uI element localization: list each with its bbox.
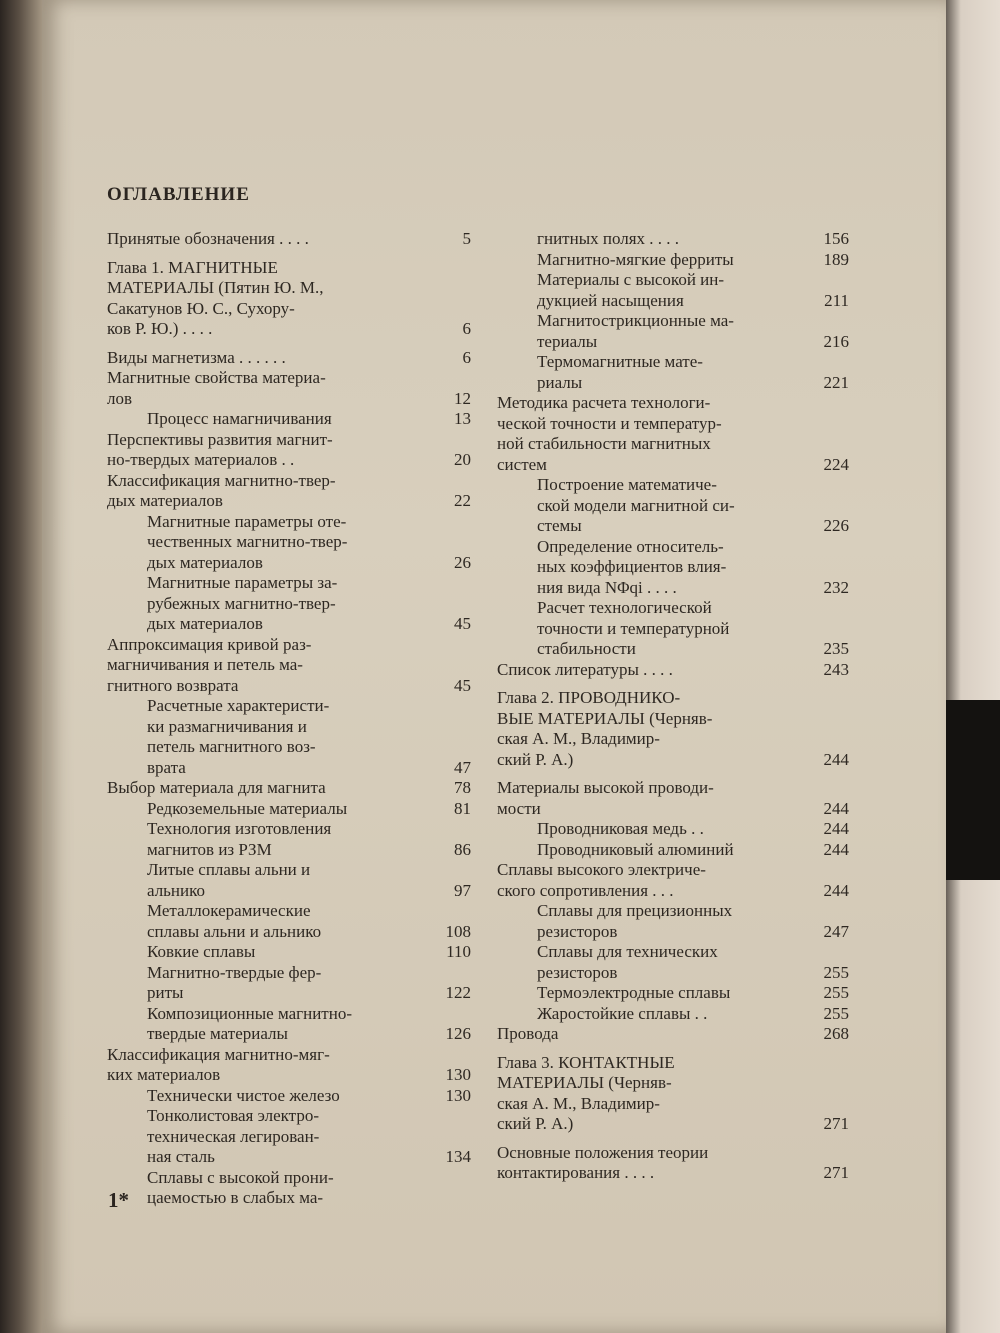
toc-entry <box>497 660 849 681</box>
toc-entry-page: 12 <box>454 388 471 408</box>
toc-entry-page: 255 <box>823 962 849 982</box>
toc-entry <box>107 778 471 799</box>
toc-entry-page: 243 <box>823 659 849 679</box>
toc-entry <box>497 270 849 311</box>
toc-entry-title: Сплавы для технических резисторов <box>537 942 718 982</box>
toc-entry-page: 244 <box>823 839 849 859</box>
toc-entry-page: 156 <box>823 229 849 248</box>
toc-entry-title: Литые сплавы альни и альнико <box>147 860 311 900</box>
toc-entry <box>107 368 471 409</box>
toc-entry <box>107 963 471 1004</box>
toc-entry-title: Сплавы с высокой прони- цаемостью в слабых ма- <box>147 1167 334 1207</box>
toc-entry <box>107 1106 471 1168</box>
toc-entry <box>107 430 471 471</box>
toc-entry-title: Сплавы для прецизионных резисторов <box>537 901 733 941</box>
toc-entry-page: 122 <box>445 983 471 1002</box>
toc-entry-page: 226 <box>823 516 849 535</box>
toc-entry-title: Проводниковая медь . . <box>537 819 704 838</box>
toc-entry <box>497 1143 849 1184</box>
toc-entry-title: Жаростойкие сплавы . . <box>537 1003 708 1023</box>
toc-entry <box>497 250 849 271</box>
toc-entry-title: Магнитные параметры оте- чественных магнитно-твер- дых материалов <box>147 511 348 572</box>
toc-entry-title: Расчет технологической точности и температурной стабильности <box>537 598 730 658</box>
toc-entry-title: Список литературы . . . . <box>497 659 673 679</box>
toc-entry <box>497 778 849 819</box>
toc-entry-title: Глава 2. ПРОВОДНИКО- ВЫЕ МАТЕРИАЛЫ (Черняв- ская А. М., Владимир- ский Р. А.) <box>497 688 713 769</box>
toc-entry-title: Редкоземельные материалы <box>147 798 348 818</box>
toc-entry-page: 110 <box>446 942 471 961</box>
toc-entry <box>497 1004 849 1025</box>
toc-entry-title: гнитных полях . . . . <box>537 229 680 248</box>
toc-entry <box>107 799 471 820</box>
toc-entry <box>107 1004 471 1045</box>
background-right <box>940 0 1000 1333</box>
toc-entry <box>107 819 471 860</box>
toc-entry <box>107 901 471 942</box>
toc-entry-page: 271 <box>823 1163 849 1182</box>
toc-entry-title: Процесс намагничивания <box>147 409 332 428</box>
toc-entry-page: 20 <box>454 450 471 469</box>
toc-entry-title: Определение относитель- ных коэффициентов влия- ния вида NΦqi . . . . <box>537 536 727 597</box>
toc-entry <box>107 573 471 635</box>
toc-entry-page: 255 <box>823 983 849 1002</box>
toc-entry <box>497 229 849 250</box>
toc-entry <box>497 901 849 942</box>
toc-entry-page: 78 <box>454 778 471 797</box>
toc-entry-page: 244 <box>823 819 849 838</box>
toc-entry-page: 216 <box>823 331 849 351</box>
toc-entry <box>497 1053 849 1135</box>
toc-entry-title: Магнитострикционные ма- териалы <box>537 311 734 351</box>
toc-entry-page: 6 <box>462 347 471 367</box>
toc-entry-title: Технически чистое железо <box>147 1085 340 1105</box>
toc-entry-title: Магнитные параметры за- рубежных магнитно-твер- дых материалов <box>147 573 338 633</box>
toc-entry-title: Глава 1. МАГНИТНЫЕ МАТЕРИАЛЫ (Пятин Ю. М., Сакатунов Ю. С., Сухору- ков Р. Ю.) . . . . <box>107 257 324 338</box>
toc-entry-page: 189 <box>823 249 849 269</box>
toc-entry-title: Материалы высокой проводи- мости <box>497 778 714 818</box>
toc-entry-page: 130 <box>445 1085 471 1105</box>
toc-entry-title: Ковкие сплавы <box>147 942 256 961</box>
toc-entry-page: 211 <box>824 290 849 310</box>
toc-entry-title: Материалы с высокой ин- дукцией насыщения <box>537 270 725 310</box>
toc-entry <box>497 598 849 660</box>
toc-entry-title: Провода <box>497 1024 559 1043</box>
toc-entry-title: Проводниковый алюминий <box>537 839 734 859</box>
toc-entry-page: 81 <box>454 798 471 818</box>
toc-entry-page: 47 <box>454 757 471 777</box>
toc-left-column <box>107 229 471 1209</box>
toc-entry-title: Расчетные характеристи- ки размагничивания и петель магнитного воз- врата <box>147 696 330 777</box>
toc-entry-title: Металлокерамические сплавы альни и альнико <box>147 901 322 941</box>
toc-entry-page: 271 <box>823 1114 849 1133</box>
toc-entry-page: 126 <box>445 1024 471 1043</box>
toc-entry-title: Глава 3. КОНТАКТНЫЕ МАТЕРИАЛЫ (Черняв- ская А. М., Владимир- ский Р. А.) <box>497 1052 675 1133</box>
toc-entry-page: 97 <box>454 880 471 900</box>
toc-entry-title: Термоэлектродные сплавы <box>537 983 731 1002</box>
toc-entry-page: 235 <box>823 639 849 658</box>
toc-entry <box>107 258 471 340</box>
toc-entry-title: Классификация магнитно-мяг- ких материалов <box>107 1044 330 1084</box>
toc-entry <box>107 942 471 963</box>
toc-entry <box>107 409 471 430</box>
toc-entry-page: 45 <box>454 614 471 633</box>
toc-entry-page: 247 <box>823 921 849 941</box>
toc-entry-title: Сплавы высокого электриче- ского сопротивления . . . <box>497 860 706 900</box>
toc-entry <box>497 475 849 537</box>
toc-entry <box>107 471 471 512</box>
toc-entry-page: 86 <box>454 839 471 859</box>
toc-entry-page: 5 <box>462 229 471 248</box>
toc-entry <box>497 860 849 901</box>
toc-entry-title: Композиционные магнитно- твердые материалы <box>147 1003 352 1043</box>
toc-entry-page: 134 <box>445 1147 471 1166</box>
toc-entry-title: Виды магнетизма . . . . . . <box>107 347 286 367</box>
toc-entry <box>497 1024 849 1045</box>
toc-entry-title: Магнитно-мягкие ферриты <box>537 249 734 269</box>
toc-entry-title: Аппроксимация кривой раз- магничивания и петель ма- гнитного возврата <box>107 634 312 695</box>
toc-entry-page: 268 <box>823 1024 849 1043</box>
toc-entry-page: 244 <box>823 798 849 818</box>
toc-entry-title: Термомагнитные мате- риалы <box>537 352 703 392</box>
toc-entry-page: 130 <box>445 1065 471 1084</box>
toc-entry-page: 221 <box>823 372 849 392</box>
toc-entry-page: 26 <box>454 552 471 572</box>
toc-entry-title: Принятые обозначения . . . . <box>107 229 309 248</box>
toc-entry <box>107 229 471 250</box>
toc-entry-page: 108 <box>445 921 471 941</box>
toc-entry <box>497 352 849 393</box>
toc-entry-title: Перспективы развития магнит- но-твердых материалов . . <box>107 429 333 469</box>
toc-entry <box>107 348 471 369</box>
toc-entry <box>107 696 471 778</box>
book-spine <box>0 0 48 1333</box>
toc-entry <box>107 1086 471 1107</box>
toc-heading: ОГЛАВЛЕНИЕ <box>107 184 250 205</box>
toc-entry <box>107 1045 471 1086</box>
toc-entry-title: Основные положения теории контактирования . . . . <box>497 1142 709 1182</box>
toc-entry-title: Классификация магнитно-твер- дых материалов <box>107 470 336 510</box>
toc-entry <box>497 688 849 770</box>
toc-entry-title: Построение математиче- ской модели магнитной си- стемы <box>537 475 735 535</box>
toc-entry <box>497 537 849 599</box>
toc-entry <box>497 819 849 840</box>
toc-entry-title: Технология изготовления магнитов из РЗМ <box>147 819 332 859</box>
toc-entry <box>497 840 849 861</box>
toc-entry <box>497 393 849 475</box>
toc-entry <box>107 860 471 901</box>
toc-entry <box>497 983 849 1004</box>
toc-entry <box>107 512 471 574</box>
toc-entry-title: Магнитно-твердые фер- риты <box>147 962 322 1002</box>
toc-entry-title: Магнитные свойства материа- лов <box>107 368 326 408</box>
toc-entry-title: Выбор материала для магнита <box>107 778 326 797</box>
toc-entry <box>497 942 849 983</box>
toc-entry-page: 13 <box>454 409 471 428</box>
toc-entry-page: 224 <box>823 454 849 474</box>
toc-right-column <box>497 229 849 1184</box>
toc-entry-page: 244 <box>823 880 849 900</box>
toc-entry-page: 232 <box>823 577 849 597</box>
toc-entry-page: 255 <box>823 1003 849 1023</box>
toc-entry <box>497 311 849 352</box>
toc-entry-title: Методика расчета технологи- ческой точности и температур- ной стабильности магнитных систем <box>497 393 722 474</box>
toc-entry-page: 244 <box>823 749 849 769</box>
toc-entry <box>107 635 471 697</box>
toc-entry-page: 6 <box>462 319 471 338</box>
toc-entry-page: 22 <box>454 491 471 510</box>
toc-entry <box>107 1168 471 1209</box>
toc-entry-page: 45 <box>454 675 471 695</box>
page-marker: 1* <box>108 1188 129 1212</box>
toc-entry-title: Тонколистовая электро- техническая легирован- ная сталь <box>147 1106 320 1166</box>
